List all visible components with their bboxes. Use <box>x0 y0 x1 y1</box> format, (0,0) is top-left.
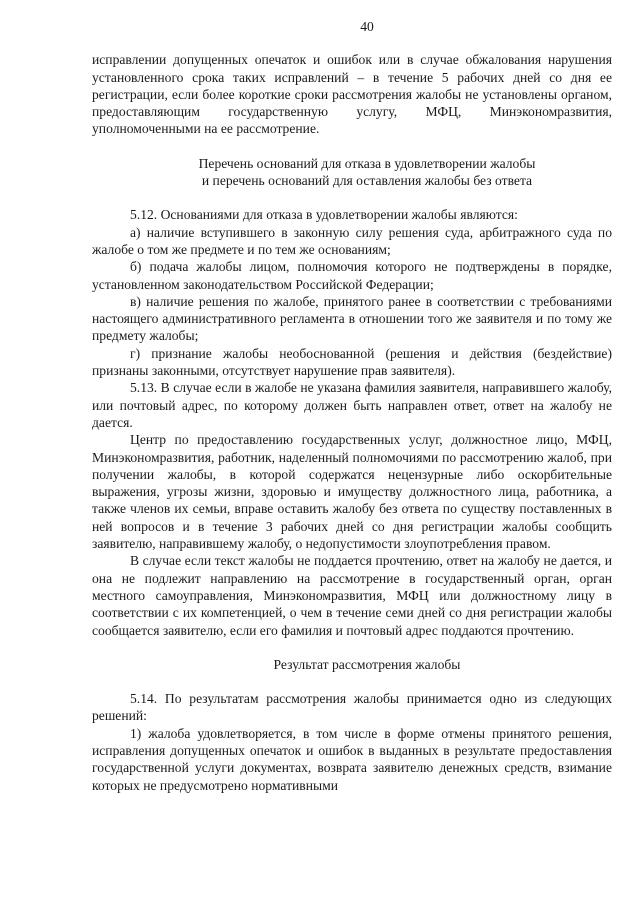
page-number: 40 <box>360 19 374 34</box>
document-page <box>92 18 612 794</box>
clause-5-14-item-1: 1) жалоба удовлетворяется, в том числе в форме отмены принятого решения, исправления допущенных опечаток и ошибок в выданных в результате предоставления государственной услуги документах, возврата заявителю денежных средств, взимание которых не предусмотрено нормативными <box>92 725 612 793</box>
clause-5-12-a: а) наличие вступившего в законную силу решения суда, арбитражного суда по жалобе о том же предмете и по тем же основаниям; <box>92 224 612 257</box>
section-heading-line-2: и перечень оснований для оставления жалобы без ответа <box>201 173 533 189</box>
clause-5-13-p1: 5.13. В случае если в жалобе не указана фамилия заявителя, направившего жалобу, или почтовый адрес, по которому должен быть направлен ответ, ответ на жалобу не дается. <box>92 380 612 430</box>
clause-5-12-g: г) признание жалобы необоснованной (решения и действия (бездействие) признаны законными, отсутствует нарушение прав заявителя). <box>92 345 612 379</box>
section-heading-refusal-grounds <box>92 155 612 190</box>
clause-5-14-intro: 5.14. По результатам рассмотрения жалобы принимается одно из следующих решений: <box>92 691 612 724</box>
section-heading-result-title: Результат рассмотрения жалобы <box>273 656 461 672</box>
clause-5-12-intro: 5.12. Основаниями для отказа в удовлетворении жалобы являются: <box>130 207 518 223</box>
clause-5-13-p2: Центр по предоставлению государственных услуг, должностное лицо, МФЦ, Минэкономразвития, работник, наделенный полномочиями по рассмотрению жалоб, при получении жалобы, в которой содержатся нецензурные либо оскорбительные выражения, угрозы жизни, здоровью и имуществу должностного лица, работника, а также членов их семьи, вправе оставить жалобу без ответа по существу поставленных в ней вопросов и в течение 3 рабочих дней со дня регистрации жалобы сообщить заявителю, направившему жалобу, о недопустимости злоупотребления правом. <box>92 432 612 552</box>
clause-5-12-b: б) подача жалобы лицом, полномочия которого не подтверждены в порядке, установленном законодательством Российской Федерации; <box>92 259 612 292</box>
paragraph-continuation: исправлении допущенных опечаток и ошибок или в случае обжалования нарушения установленного срока таких исправлений – в течение 5 рабочих дней со дня ее регистрации, если более короткие сроки рассмотрения жалобы не установлены органом, предоставляющим государственную услугу, МФЦ, Минэкономразвития, уполномоченными на ее рассмотрение. <box>92 52 612 137</box>
section-heading-result <box>92 656 612 673</box>
clause-5-13-p3: В случае если текст жалобы не поддается прочтению, ответ на жалобу не дается, и она не подлежит направлению на рассмотрение в государственный орган, орган местного самоуправления, Минэкономразвития, МФЦ или должностному лицу в соответствии с их компетенцией, о чем в течение семи дней со дня регистрации жалобы сообщается заявителю, если его фамилия и почтовый адрес поддаются прочтению. <box>92 553 612 638</box>
clause-5-12-v: в) наличие решения по жалобе, принятого ранее в соответствии с требованиями настоящего административного регламента в отношении того же заявителя и по тому же предмету жалобы; <box>92 293 612 344</box>
section-heading-line-1: Перечень оснований для отказа в удовлетворении жалобы <box>198 155 536 171</box>
